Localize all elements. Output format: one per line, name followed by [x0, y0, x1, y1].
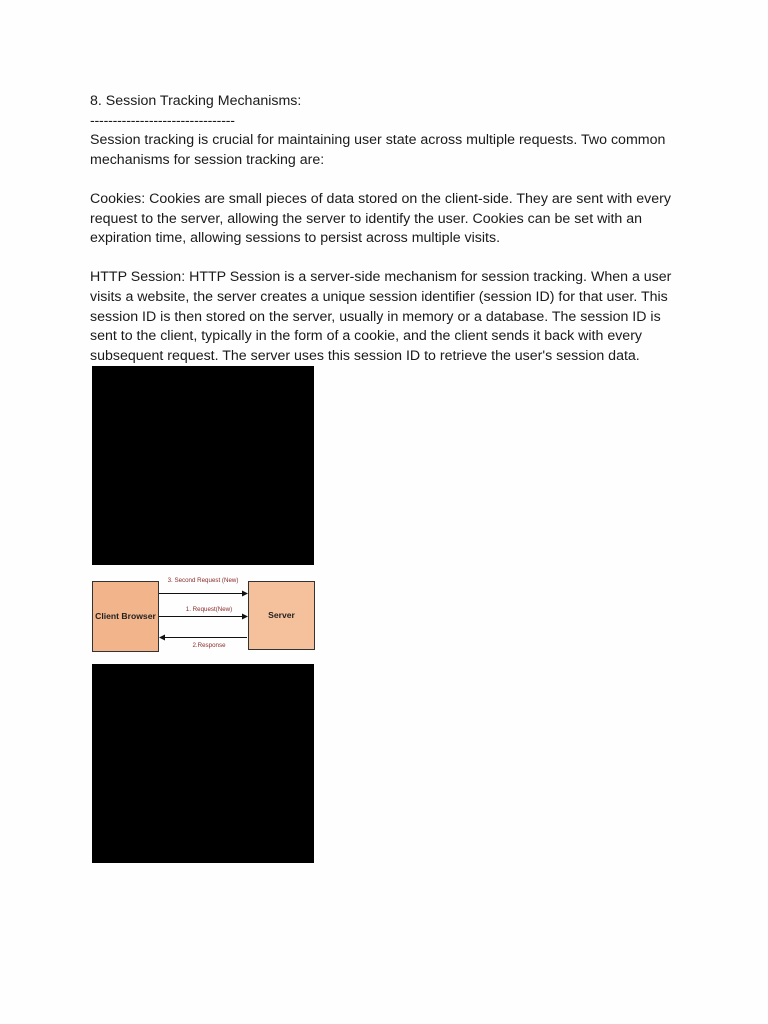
session-diagram — [92, 570, 316, 656]
black-image-bottom — [92, 664, 314, 863]
request-label: 1. Request(New) — [185, 606, 233, 613]
intro-paragraph: Session tracking is crucial for maintaining user state across multiple requests. Two common mechanisms for session tracking are: — [90, 132, 666, 168]
paragraph-gap — [90, 170, 690, 190]
document-body — [90, 92, 690, 366]
black-image-top — [92, 366, 314, 565]
cookies-paragraph: Cookies: Cookies are small pieces of data stored on the client-side. They are sent with every request to the server, allowing the server to identify the user. Cookies can be set with an expiration time, allowing sessions to persist across multiple visits. — [90, 190, 671, 247]
client-browser-label: Client Browser — [95, 611, 156, 621]
response-label: 2.Response — [192, 642, 226, 649]
heading-divider: -------------------------------- — [90, 112, 235, 129]
http-session-paragraph: HTTP Session: HTTP Session is a server-side mechanism for session tracking. When a user visits a website, the server creates a unique session identifier (session ID) for that user. This session ID is then stored on the server, usually in memory or a database. The session ID is sent to the client, typically in the form of a cookie, and the client sends it back with every subsequent request. The server uses this session ID to retrieve the user's session data. — [90, 269, 672, 364]
paragraph-gap — [90, 249, 690, 269]
session-diagram-svg — [92, 570, 316, 656]
second-request-label: 3. Second Request (New) — [167, 577, 239, 584]
section-heading: 8. Session Tracking Mechanisms: — [90, 93, 302, 109]
server-label: Server — [268, 610, 295, 620]
